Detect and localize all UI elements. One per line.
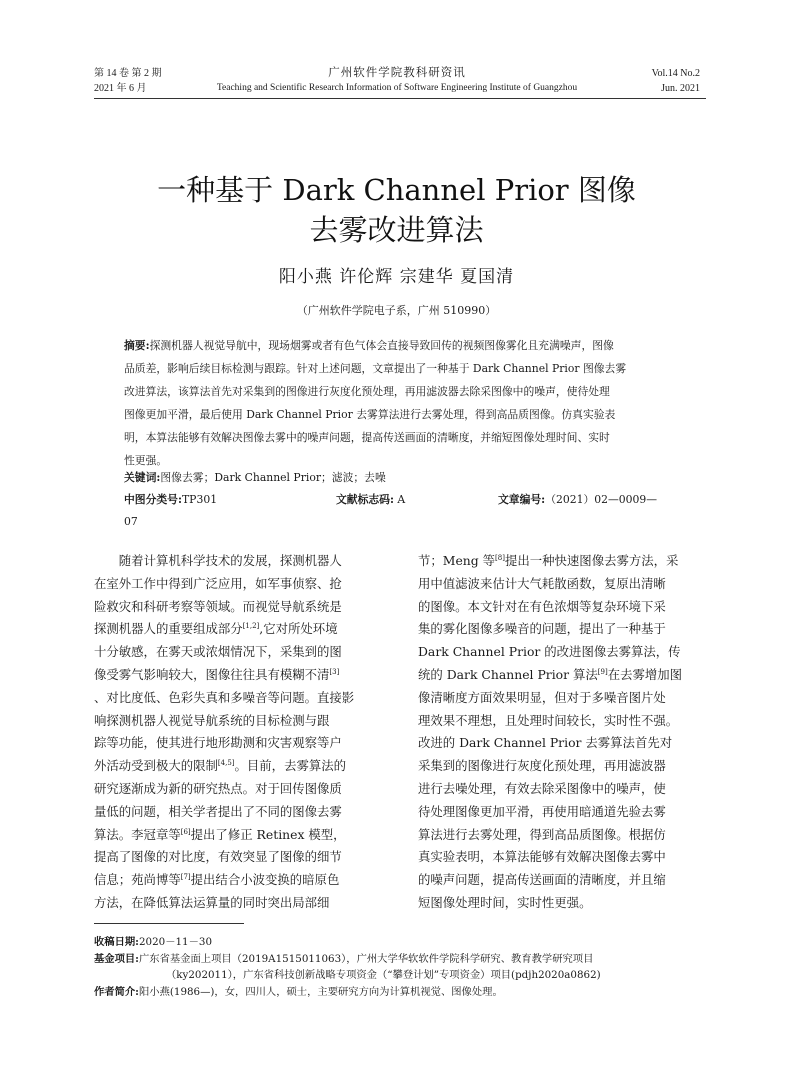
body-line: 在室外工作中得到广泛应用，如军事侦察、抢 — [94, 575, 342, 591]
body-line: 真实验表明，本算法能够有效解决图像去雾中 — [418, 849, 666, 865]
body-line: 的图像。本文针对在有色浓烟等复杂环境下采 — [418, 598, 666, 614]
body-line: 用中值滤波来估计大气耗散函数，复原出清晰 — [418, 575, 666, 591]
citation: [1,2] — [242, 622, 260, 631]
header-vol-no: Vol.14 No.2 — [651, 68, 700, 79]
body-line: 算法进行去雾处理，得到高品质图像。根据仿 — [418, 826, 666, 842]
article-value: （2021）02—0009— — [545, 493, 658, 506]
body-line: 量低的问题，相关学者提出了不同的图像去雾 — [94, 803, 342, 819]
body-line: 改进的 Dark Channel Prior 去雾算法首先对 — [418, 735, 673, 751]
abstract-label: 摘要: — [124, 339, 150, 352]
author-label: 作者简介: — [94, 985, 139, 998]
citation: [4,5] — [217, 759, 235, 768]
doc-value: A — [397, 493, 406, 506]
body-line: 集的雾化图像多噪音的问题，提出了一种基于 — [418, 621, 666, 637]
title-line-1: 一种基于 Dark Channel Prior 图像 — [157, 173, 636, 207]
header-month: Jun. 2021 — [661, 83, 700, 94]
article-number — [498, 489, 657, 511]
body-line: 理效果不理想，且处理时间较长，实时性不强。 — [418, 712, 679, 728]
article-number-cont: 07 — [124, 515, 138, 528]
body-line: 方法，在降低算法运算量的同时突出局部细 — [94, 894, 330, 910]
citation: [7] — [180, 873, 191, 882]
header-journal-en: Teaching and Scientific Research Information of Software Engineering Institute of Guangzhou — [216, 83, 578, 93]
received-label: 收稿日期: — [94, 936, 139, 948]
clc-value: TP301 — [181, 493, 218, 506]
header-volume: 第 14 卷 第 2 期 — [94, 68, 162, 79]
abstract — [124, 334, 672, 472]
body-column-left — [94, 550, 386, 915]
body-line: 的噪声问题，提高传送画面的清晰度，并且缩 — [418, 872, 666, 888]
body-line: 进行去噪处理，有效去除采图像中的噪声，使 — [418, 780, 666, 796]
body-line: 险救灾和科研考察等领域。而视觉导航系统是 — [94, 598, 342, 614]
keywords-text: 图像去雾；Dark Channel Prior；滤波；去噪 — [160, 471, 386, 484]
abstract-line — [124, 334, 672, 357]
received-value: 2020－11－30 — [139, 936, 213, 948]
body-line: 算法。李冠章等[6]提出了修正 Retinex 模型， — [94, 826, 346, 842]
header-divider — [94, 98, 706, 99]
citation: [3] — [329, 667, 340, 676]
body-line: 节；Meng 等[8]提出一种快速图像去雾方法，采 — [418, 553, 679, 568]
header-vol-en — [652, 66, 700, 96]
header-journal — [88, 66, 706, 96]
citation: [6] — [180, 827, 191, 836]
header-date: 2021 年 6 月 — [94, 83, 147, 94]
clc-label: 中图分类号: — [124, 493, 182, 506]
footnote-author — [94, 984, 704, 1001]
clc-number — [124, 489, 217, 511]
body-line: 、对比度低、色彩失真和多噪音等问题。直接影 — [94, 689, 355, 705]
fund-line-1: 广东省基金面上项目（2019A1515011063），广州大学华软软件学院科学研究、教育教学研究项目 — [139, 952, 594, 965]
author-list: 阳小燕 许伦辉 宗建华 夏国清 — [278, 267, 515, 287]
body-line: 短图像处理时间，实时性更强。 — [418, 894, 592, 910]
article-label: 文章编号: — [498, 493, 546, 506]
body-line: 踪等功能，使其进行地形勘测和灾害观察等户 — [94, 735, 342, 751]
body-line: 采集到的图像进行灰度化预处理，再用滤波器 — [418, 758, 666, 774]
keywords — [124, 467, 672, 489]
fund-line-2: （ky202011），广东省科技创新战略专项资金（“攀登计划”专项资金）项目(pdjh2020a0862) — [166, 969, 601, 981]
abstract-text: 探测机器人视觉导航中，现场烟雾或者有色气体会直接导致回传的视频图像雾化且充满噪声，图像 — [149, 339, 614, 352]
body-line: 像清晰度方面效果明显，但对于多噪音图片处 — [418, 689, 666, 705]
body-line: 待处理图像更加平滑，再使用暗通道先验去雾 — [418, 803, 666, 819]
footnotes — [94, 934, 704, 1000]
abstract-line: 明，本算法能够有效解决图像去雾中的噪声问题，提高传送画面的清晰度，并缩短图像处理时间、实时 — [124, 431, 610, 444]
title-line-2: 去雾改进算法 — [309, 213, 484, 247]
fund-label: 基金项目: — [94, 952, 139, 965]
footnote-received — [94, 934, 704, 951]
abstract-line: 品质差，影响后续目标检测与跟踪。针对上述问题，文章提出了一种基于 Dark Channel Prior 图像去雾 — [124, 362, 627, 375]
abstract-line: 改进算法，该算法首先对采集到的图像进行灰度化预处理，再用滤波器去除采图像中的噪声，使待处理 — [124, 385, 610, 398]
body-line: 探测机器人的重要组成部分[1,2],它对所处环境 — [94, 621, 338, 637]
body-column-right — [418, 550, 710, 915]
footnote-fund — [94, 951, 704, 968]
affiliation: （广州软件学院电子系，广州 510990） — [296, 304, 497, 317]
body-line: 十分敏感，在雾天或浓烟情况下，采集到的图 — [94, 644, 342, 660]
body-line: 提高了图像的对比度，有效突显了图像的细节 — [94, 849, 342, 865]
body-line: 研究逐渐成为新的研究热点。对于回传图像质 — [94, 780, 342, 796]
body-line: 响探测机器人视觉导航系统的目标检测与跟 — [94, 712, 330, 728]
paper-title — [0, 170, 793, 250]
header-journal-cn: 广州软件学院教科研资讯 — [328, 67, 466, 79]
abstract-line: 性更强。 — [124, 454, 168, 467]
body-line: 随着计算机科学技术的发展，探测机器人 — [118, 553, 342, 568]
body-line: Dark Channel Prior 的改进图像去雾算法，传 — [418, 644, 681, 660]
journal-header — [88, 66, 706, 98]
footnote-divider — [94, 923, 244, 924]
author-value: 阳小燕(1986—)，女，四川人，硕士，主要研究方向为计算机视觉、图像处理。 — [139, 985, 503, 998]
body-line: 信息；苑尚博等[7]提出结合小波变换的暗原色 — [94, 872, 340, 888]
body-line: 外活动受到极大的限制[4,5]。目前，去雾算法的 — [94, 758, 347, 774]
body-line: 统的 Dark Channel Prior 算法[9]在去雾增加图 — [418, 666, 683, 682]
abstract-line: 图像更加平滑，最后使用 Dark Channel Prior 去雾算法进行去雾处理，得到高品质图像。仿真实验表 — [124, 408, 616, 421]
doc-code — [336, 489, 405, 511]
doc-label: 文献标志码: — [336, 493, 394, 506]
keywords-label: 关键词: — [124, 471, 161, 484]
citation: [8] — [495, 553, 505, 562]
body-line: 像受雾气影响较大，图像往往具有模糊不清[3] — [94, 666, 340, 682]
citation: [9] — [597, 667, 608, 676]
